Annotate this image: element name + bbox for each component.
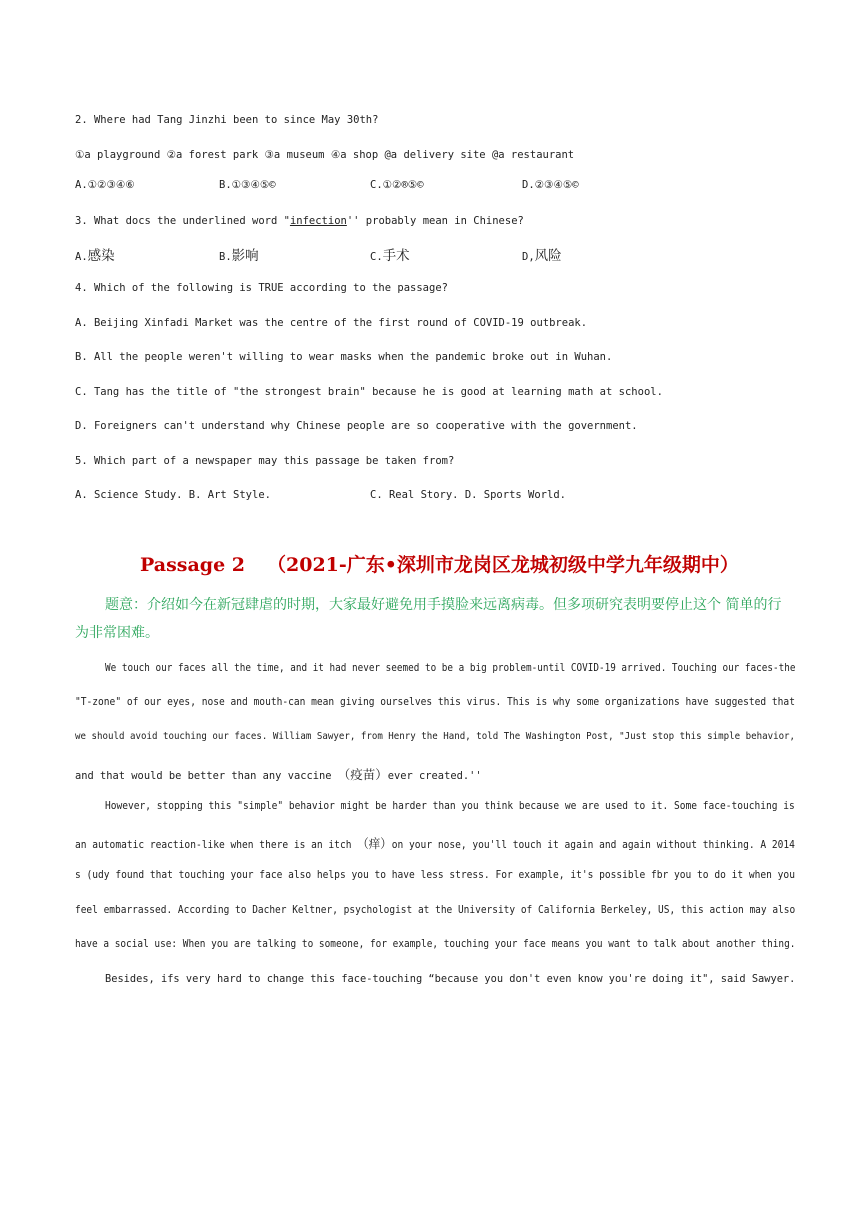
question-5-options-cd: C. Real Story. D. Sports World. bbox=[370, 489, 566, 501]
question-4-option-d: D. Foreigners can't understand why Chinese people are so cooperative with the government. bbox=[75, 420, 638, 432]
option-text: 感染 bbox=[87, 248, 115, 264]
question-4-option-b: B. All the people weren't willing to wear masks when the pandemic broke out in Wuhan. bbox=[75, 351, 613, 363]
passage-line-6 bbox=[75, 834, 795, 852]
chinese-gloss: （痒） bbox=[357, 836, 392, 851]
question-3-option-a bbox=[75, 244, 115, 264]
passage-line-1: We touch our faces all the time, and it had never seemed to be a big problem-until COVID-19 arrived. Touching our faces-the bbox=[105, 662, 796, 674]
passage-line-3: we should avoid touching our faces. William Sawyer, from Henry the Hand, told The Washington Post, "Just stop this simple behavior, bbox=[75, 731, 796, 742]
question-5-options-ab: A. Science Study. B. Art Style. bbox=[75, 489, 271, 501]
question-5-stem: 5. Which part of a newspaper may this passage be taken from? bbox=[75, 455, 455, 467]
passage-summary: 题意：介绍如今在新冠肆虐的时期，大家最好避免用手摸脸来远离病毒。但多项研究表明要停止这个 简单的行为非常困难。 bbox=[75, 597, 782, 641]
passage-title: Passage 2 bbox=[140, 554, 246, 576]
passage-line-4 bbox=[75, 765, 482, 783]
question-2-option-d: D.②③④⑤© bbox=[522, 179, 579, 191]
option-text: 影响 bbox=[231, 248, 259, 264]
passage-source: （2021-广东•深圳市龙岗区龙城初级中学九年级期中） bbox=[267, 554, 739, 576]
question-2-option-a: A.①②③④⑥ bbox=[75, 179, 135, 191]
option-letter: A. bbox=[75, 251, 88, 263]
option-letter: D, bbox=[522, 251, 535, 263]
question-2-stem: 2. Where had Tang Jinzhi been to since May 30th? bbox=[75, 114, 379, 126]
text-run: an automatic reaction-like when there is an itch bbox=[75, 839, 358, 851]
passage-heading bbox=[140, 550, 739, 577]
option-text: 手术 bbox=[382, 248, 410, 264]
stem-text: '' probably mean in Chinese? bbox=[346, 215, 524, 227]
question-4-stem: 4. Which of the following is TRUE according to the passage? bbox=[75, 282, 448, 294]
option-text: 风险 bbox=[534, 248, 562, 264]
passage-line-2: "T-zone" of our eyes, nose and mouth-can mean giving ourselves this virus. This is why some organizations have suggested that bbox=[75, 696, 795, 708]
passage-line-7: s (udy found that touching your face also helps you to have less stress. For example, it's possible fbr you to do it when you bbox=[75, 869, 795, 881]
passage-line-5: However, stopping this "simple" behavior might be harder than you think because we are used to it. Some face-touching is bbox=[105, 800, 795, 812]
question-2-option-b: B.①③④⑤© bbox=[219, 179, 276, 191]
passage-line-9: have a social use: When you are talking to someone, for example, touching your face means you want to talk about another thing. bbox=[75, 938, 796, 950]
chinese-gloss: （疫苗） bbox=[337, 767, 388, 782]
option-letter: C. bbox=[370, 251, 383, 263]
text-run: and that would be better than any vaccine bbox=[75, 770, 338, 782]
question-2-places: ①a playground ②a forest park ③a museum ④a shop @a delivery site @a restaurant bbox=[75, 149, 575, 161]
question-4-option-a: A. Beijing Xinfadi Market was the centre of the first round of COVID-19 outbreak. bbox=[75, 317, 588, 329]
question-3-option-c bbox=[370, 244, 410, 264]
text-run: ever created.'' bbox=[387, 770, 482, 782]
question-3-option-d bbox=[522, 244, 562, 264]
passage-line-8: feel embarrassed. According to Dacher Keltner, psychologist at the University of California Berkeley, US, this action may also bbox=[75, 904, 796, 916]
text-run: on your nose, you'll touch it again and again without thinking. A 2014 bbox=[391, 839, 795, 851]
question-3-stem bbox=[75, 215, 524, 227]
question-2-option-c: C.①②®⑤© bbox=[370, 179, 424, 191]
question-3-option-b bbox=[219, 244, 259, 264]
passage-line-10: Besides, ifs very hard to change this face-touching “because you don't even know you're doing it", said Sawyer. bbox=[105, 973, 796, 985]
underlined-word: infection bbox=[289, 215, 347, 227]
question-4-option-c: C. Tang has the title of "the strongest brain" because he is good at learning math at school. bbox=[75, 386, 663, 398]
option-letter: B. bbox=[219, 251, 232, 263]
stem-text: 3. What docs the underlined word " bbox=[75, 215, 290, 227]
